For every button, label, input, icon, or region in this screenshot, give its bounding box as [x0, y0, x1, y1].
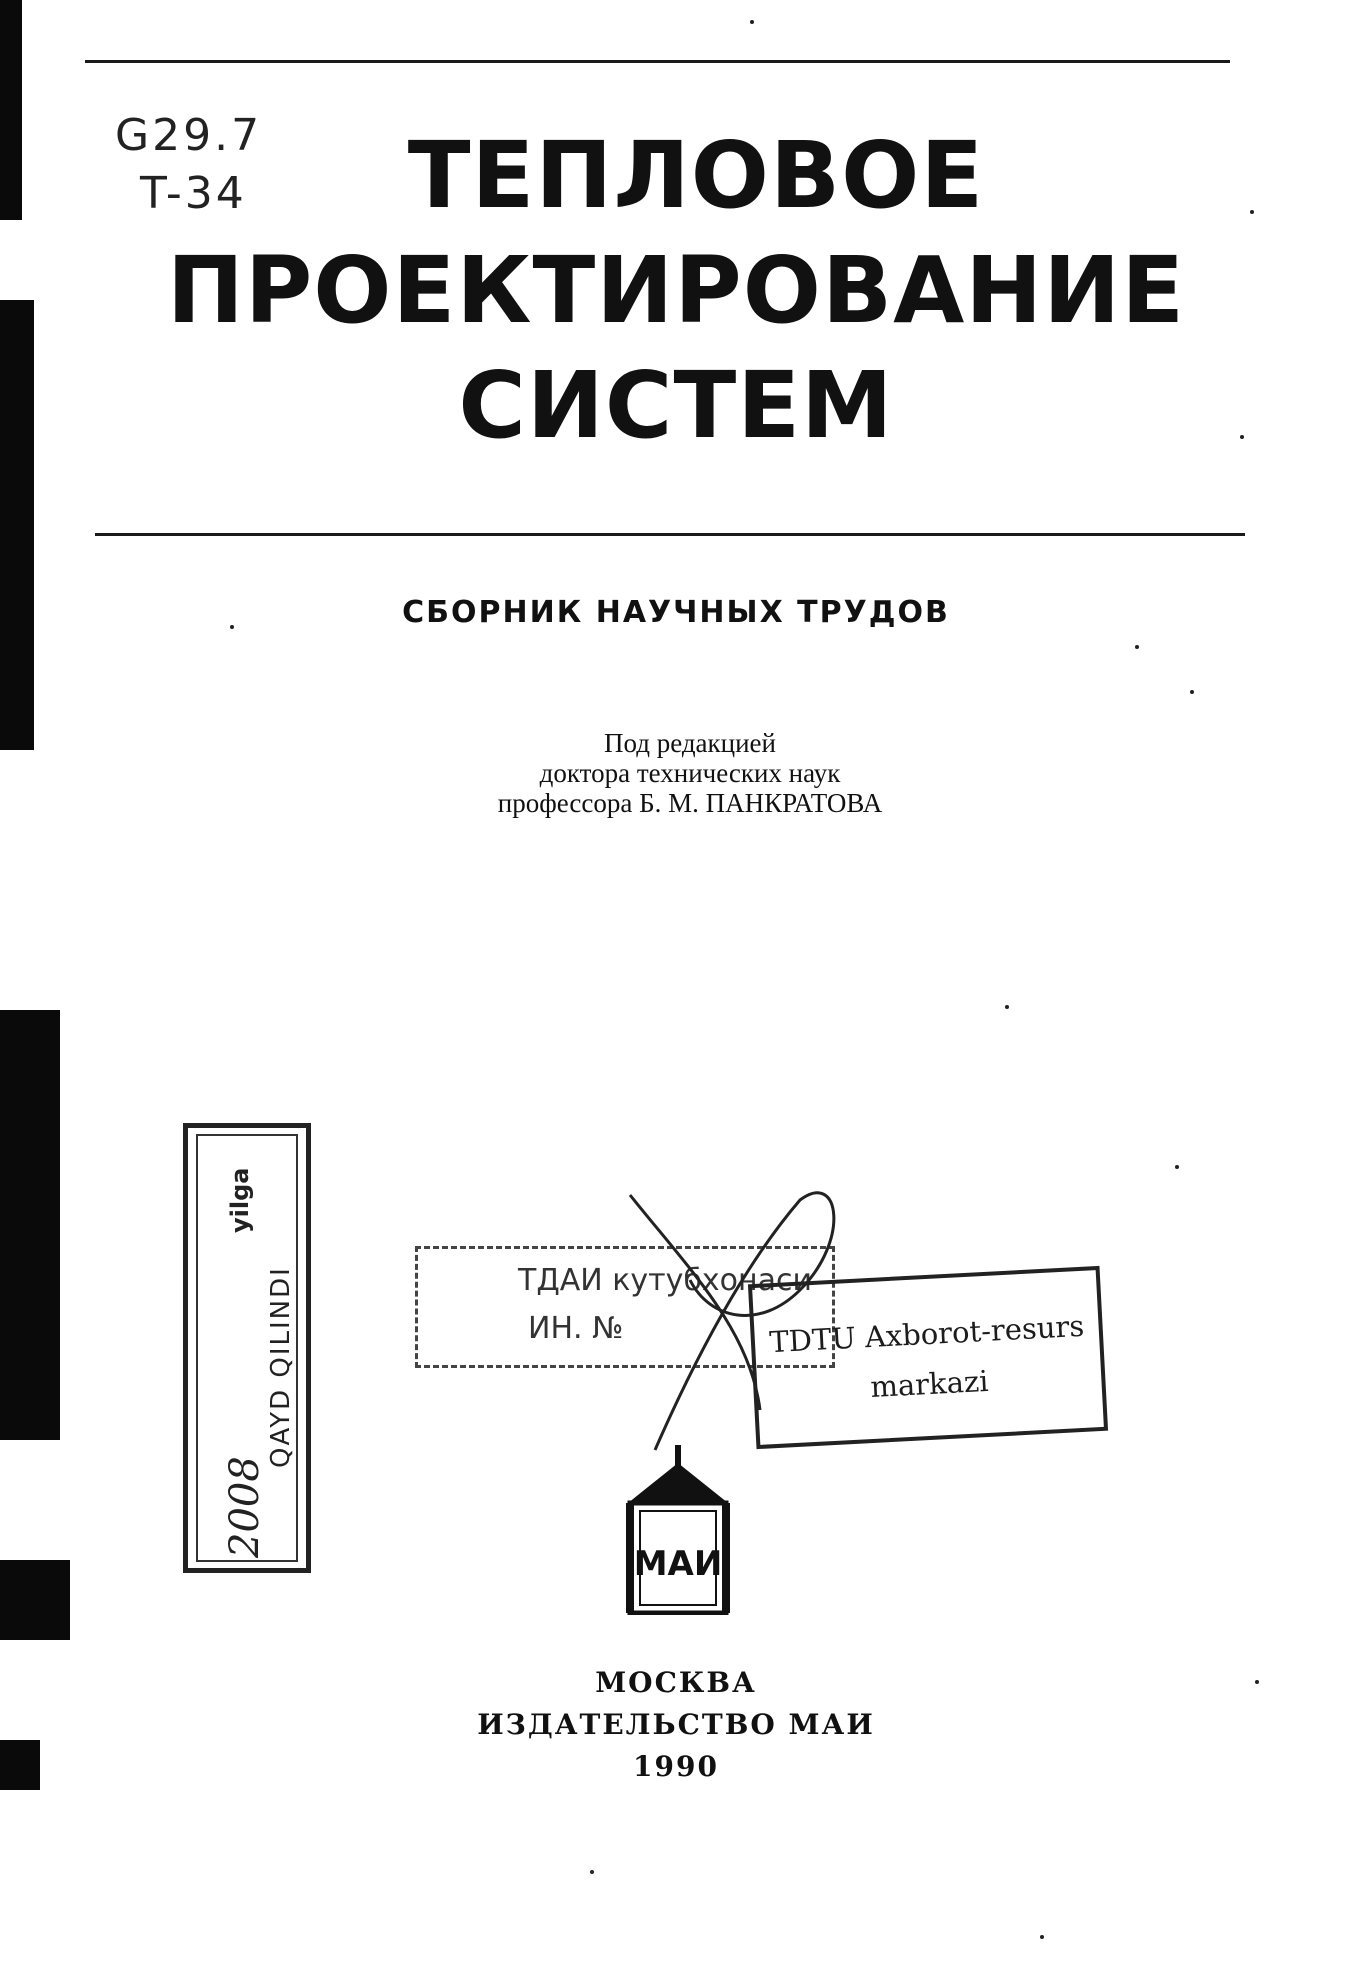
- scan-speck: [1175, 1165, 1179, 1169]
- registration-status: QAYD QILINDI: [266, 1266, 296, 1468]
- subtitle: СБОРНИК НАУЧНЫХ ТРУДОВ: [402, 595, 950, 630]
- scan-speck: [1240, 435, 1244, 439]
- editor-line-1: Под редакцией: [603, 728, 776, 758]
- publication-year: 1990: [633, 1750, 719, 1783]
- editor-block: [420, 728, 960, 818]
- scan-speck: [1135, 645, 1139, 649]
- scan-speck: [1005, 1005, 1009, 1009]
- publisher-block: [0, 1662, 1352, 1788]
- scan-edge-top: [0, 0, 22, 220]
- call-number-line1: G29.7: [115, 110, 263, 161]
- registration-year-handwritten: 2008: [222, 1456, 268, 1558]
- publisher-name: ИЗДАТЕЛЬСТВО МАИ: [477, 1708, 875, 1741]
- scan-speck: [1250, 210, 1254, 214]
- title-rule: [95, 533, 1245, 536]
- top-rule: [85, 60, 1230, 63]
- scan-speck: [1255, 1680, 1259, 1684]
- editor-line-2: доктора технических наук: [539, 758, 841, 788]
- scan-speck: [750, 20, 754, 24]
- title-line-2: ПРОЕКТИРОВАНИЕ: [166, 237, 1186, 344]
- editor-line-3: профессора Б. М. ПАНКРАТОВА: [497, 788, 883, 818]
- mai-logo-text: МАИ: [633, 1544, 723, 1584]
- scan-edge-middle: [0, 1010, 60, 1440]
- library-stamp-line1: ТДАИ кутубхонаси: [518, 1263, 812, 1298]
- resource-stamp-line1: TDTU Axborot-resurs: [768, 1308, 1085, 1360]
- publisher-city: МОСКВА: [595, 1666, 757, 1699]
- mai-logo: [618, 1445, 738, 1615]
- scan-speck: [230, 625, 234, 629]
- call-number-line2: T-34: [140, 168, 247, 219]
- library-stamp-line2: ИН. №: [528, 1311, 624, 1346]
- scan-edge-lower: [0, 1560, 70, 1640]
- registration-year-label: yilga: [226, 1167, 254, 1233]
- title-line-3: СИСТЕМ: [458, 352, 894, 459]
- scan-speck: [1040, 1935, 1044, 1939]
- pen-strike-marks: [600, 1180, 860, 1480]
- scan-speck: [590, 1870, 594, 1874]
- registration-stamp: [183, 1123, 311, 1573]
- scan-speck: [1190, 690, 1194, 694]
- title-line-1: ТЕПЛОВОЕ: [407, 122, 985, 229]
- resource-stamp-line2: markazi: [869, 1363, 990, 1405]
